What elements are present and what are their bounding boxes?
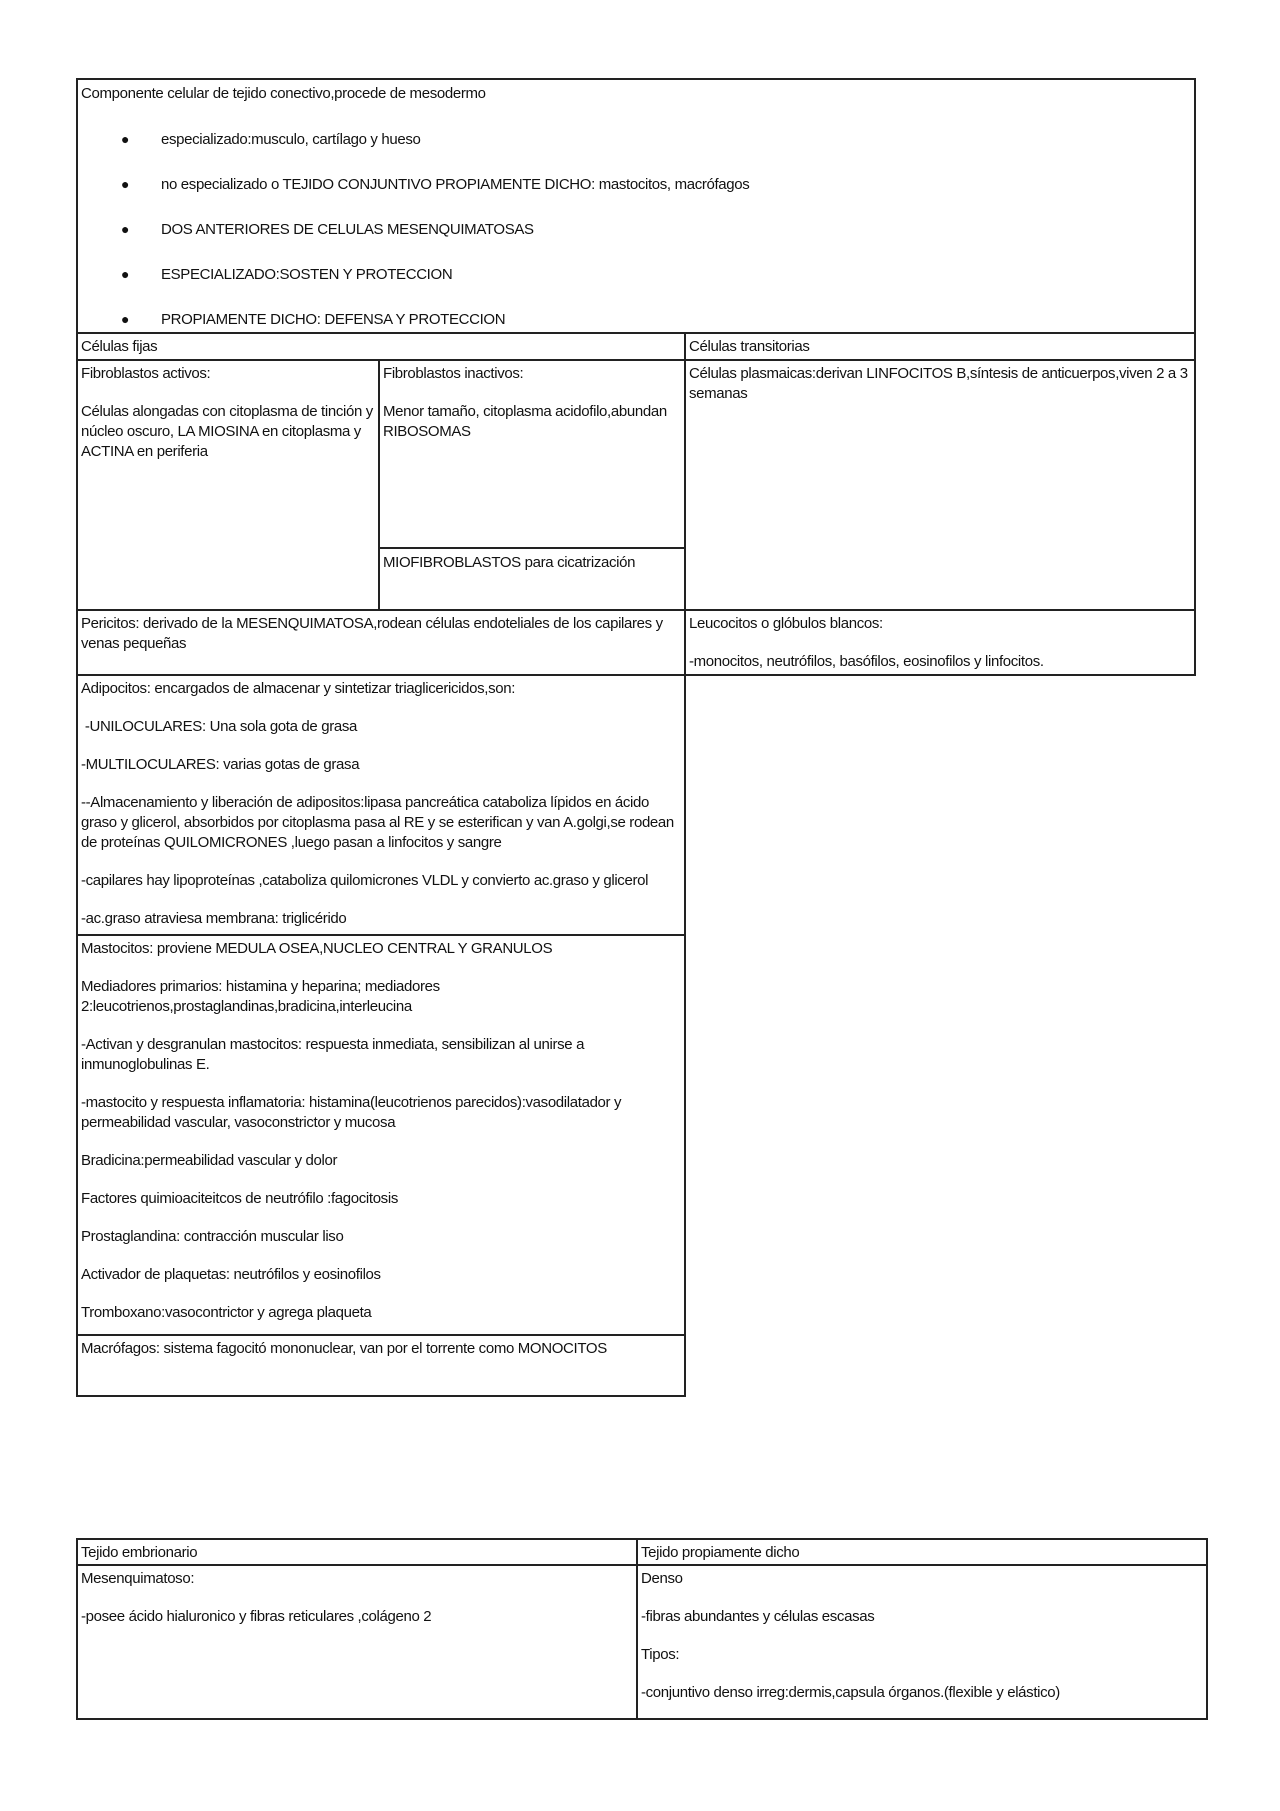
macrofagos-text: Macrófagos: sistema fagocitó mononuclear, van por el torrente como MONOCITOS [81,1340,607,1357]
bullet-icon: ● [121,266,130,282]
bullet-item: ● ESPECIALIZADO:SOSTEN Y PROTECCION [121,266,453,283]
bullet-icon: ● [121,221,130,237]
plasma-cells-text: Células plasmaicas:derivan LINFOCITOS B,síntesis de anticuerpos,viven 2 a 3 semanas [689,365,1188,402]
embrionario-line: Mesenquimatoso: [81,1570,195,1587]
fibroblastos-activos-content [78,362,376,464]
embrionario-title: Tejido embrionario [81,1544,198,1561]
header-title: Componente celular de tejido conectivo,procede de mesodermo [81,85,486,102]
mastocitos-line: -mastocito y respuesta inflamatoria: histamina(leucotrienos parecidos):vasodilatador y permeabilidad vascular, vasoconstrictor y mucosa [81,1094,622,1131]
header-content [78,82,1188,357]
leucocitos-content [686,612,1191,674]
miofibroblastos-text: MIOFIBROBLASTOS para cicatrización [383,554,636,571]
mastocitos-line: Activador de plaquetas: neutrófilos y eosinofilos [81,1266,381,1283]
mastocitos-line: Tromboxano:vasocontrictor y agrega plaqueta [81,1304,372,1321]
propiamente-line: Denso [641,1570,683,1587]
mastocitos-line: Prostaglandina: contracción muscular liso [81,1228,344,1245]
fibroblastos-activos-title: Fibroblastos activos: [81,365,211,382]
adipocitos-line: -ac.graso atraviesa membrana: triglicérido [81,910,347,927]
mastocitos-line: Factores quimioaciteitcos de neutrófilo :fagocitosis [81,1190,398,1207]
fixed-cells-title: Células fijas [81,338,158,355]
header-bullet-list [81,130,1185,355]
propiamente-title: Tejido propiamente dicho [641,1544,800,1561]
adipocitos-line: Adipocitos: encargados de almacenar y sintetizar triaglicericidos,son: [81,680,516,697]
bullet-icon: ● [121,176,130,192]
propiamente-line: -conjuntivo denso irreg:dermis,capsula órganos.(flexible y elástico) [641,1684,1060,1701]
leucocitos-text: -monocitos, neutrófilos, basófilos, eosinofilos y linfocitos. [689,653,1044,670]
embrionario-content [78,1567,633,1629]
propiamente-content [638,1567,1203,1705]
bullet-icon: ● [121,311,130,327]
pericitos-text: Pericitos: derivado de la MESENQUIMATOSA,rodean células endoteliales de los capilares y venas pequeñas [81,615,663,652]
adipocitos-line: -MULTILOCULARES: varias gotas de grasa [81,756,360,773]
propiamente-line: Tipos: [641,1646,680,1663]
leucocitos-title: Leucocitos o glóbulos blancos: [689,615,883,632]
fibroblastos-inactivos-text: Menor tamaño, citoplasma acidofilo,abundan RIBOSOMAS [383,403,667,440]
mastocitos-content [78,937,680,1325]
fibroblastos-inactivos-content [380,362,682,444]
mastocitos-line: Mastocitos: proviene MEDULA OSEA,NUCLEO CENTRAL Y GRANULOS [81,940,553,957]
bullet-item: ● no especializado o TEJIDO CONJUNTIVO PROPIAMENTE DICHO: mastocitos, macrófagos [121,176,750,193]
embrionario-line: -posee ácido hialuronico y fibras reticulares ,colágeno 2 [81,1608,432,1625]
bullet-item: ● especializado:musculo, cartílago y hueso [121,131,421,148]
propiamente-line: -fibras abundantes y células escasas [641,1608,875,1625]
adipocitos-line: -UNILOCULARES: Una sola gota de grasa [81,718,357,735]
bullet-icon: ● [121,131,130,147]
bullet-item: ● DOS ANTERIORES DE CELULAS MESENQUIMATOSAS [121,221,534,238]
mastocitos-line: Bradicina:permeabilidad vascular y dolor [81,1152,338,1169]
fibroblastos-inactivos-title: Fibroblastos inactivos: [383,365,524,382]
adipocitos-line: -capilares hay lipoproteínas ,cataboliza quilomicrones VLDL y convierto ac.graso y glicerol [81,872,649,889]
mastocitos-line: -Activan y desgranulan mastocitos: respuesta inmediata, sensibilizan al unirse a inmunoglobulinas E. [81,1036,585,1073]
transient-cells-title: Células transitorias [689,338,810,355]
fibroblastos-activos-text: Células alongadas con citoplasma de tinción y núcleo oscuro, LA MIOSINA en citoplasma y ACTINA en periferia [81,403,373,460]
bullet-item: ● PROPIAMENTE DICHO: DEFENSA Y PROTECCION [121,311,506,328]
adipocitos-line: --Almacenamiento y liberación de adipositos:lipasa pancreática cataboliza lípidos en ácido graso y glicerol, absorbidos por citoplasma pasa al RE y se esterifican y van A.golgi,se rodean de proteínas QUILOMICRONES ,luego pasan a linfocitos y sangre [81,794,674,851]
mastocitos-line: Mediadores primarios: histamina y heparina; mediadores 2:leucotrienos,prostaglandinas,bradicina,interleucina [81,978,440,1015]
adipocitos-content [78,677,680,931]
